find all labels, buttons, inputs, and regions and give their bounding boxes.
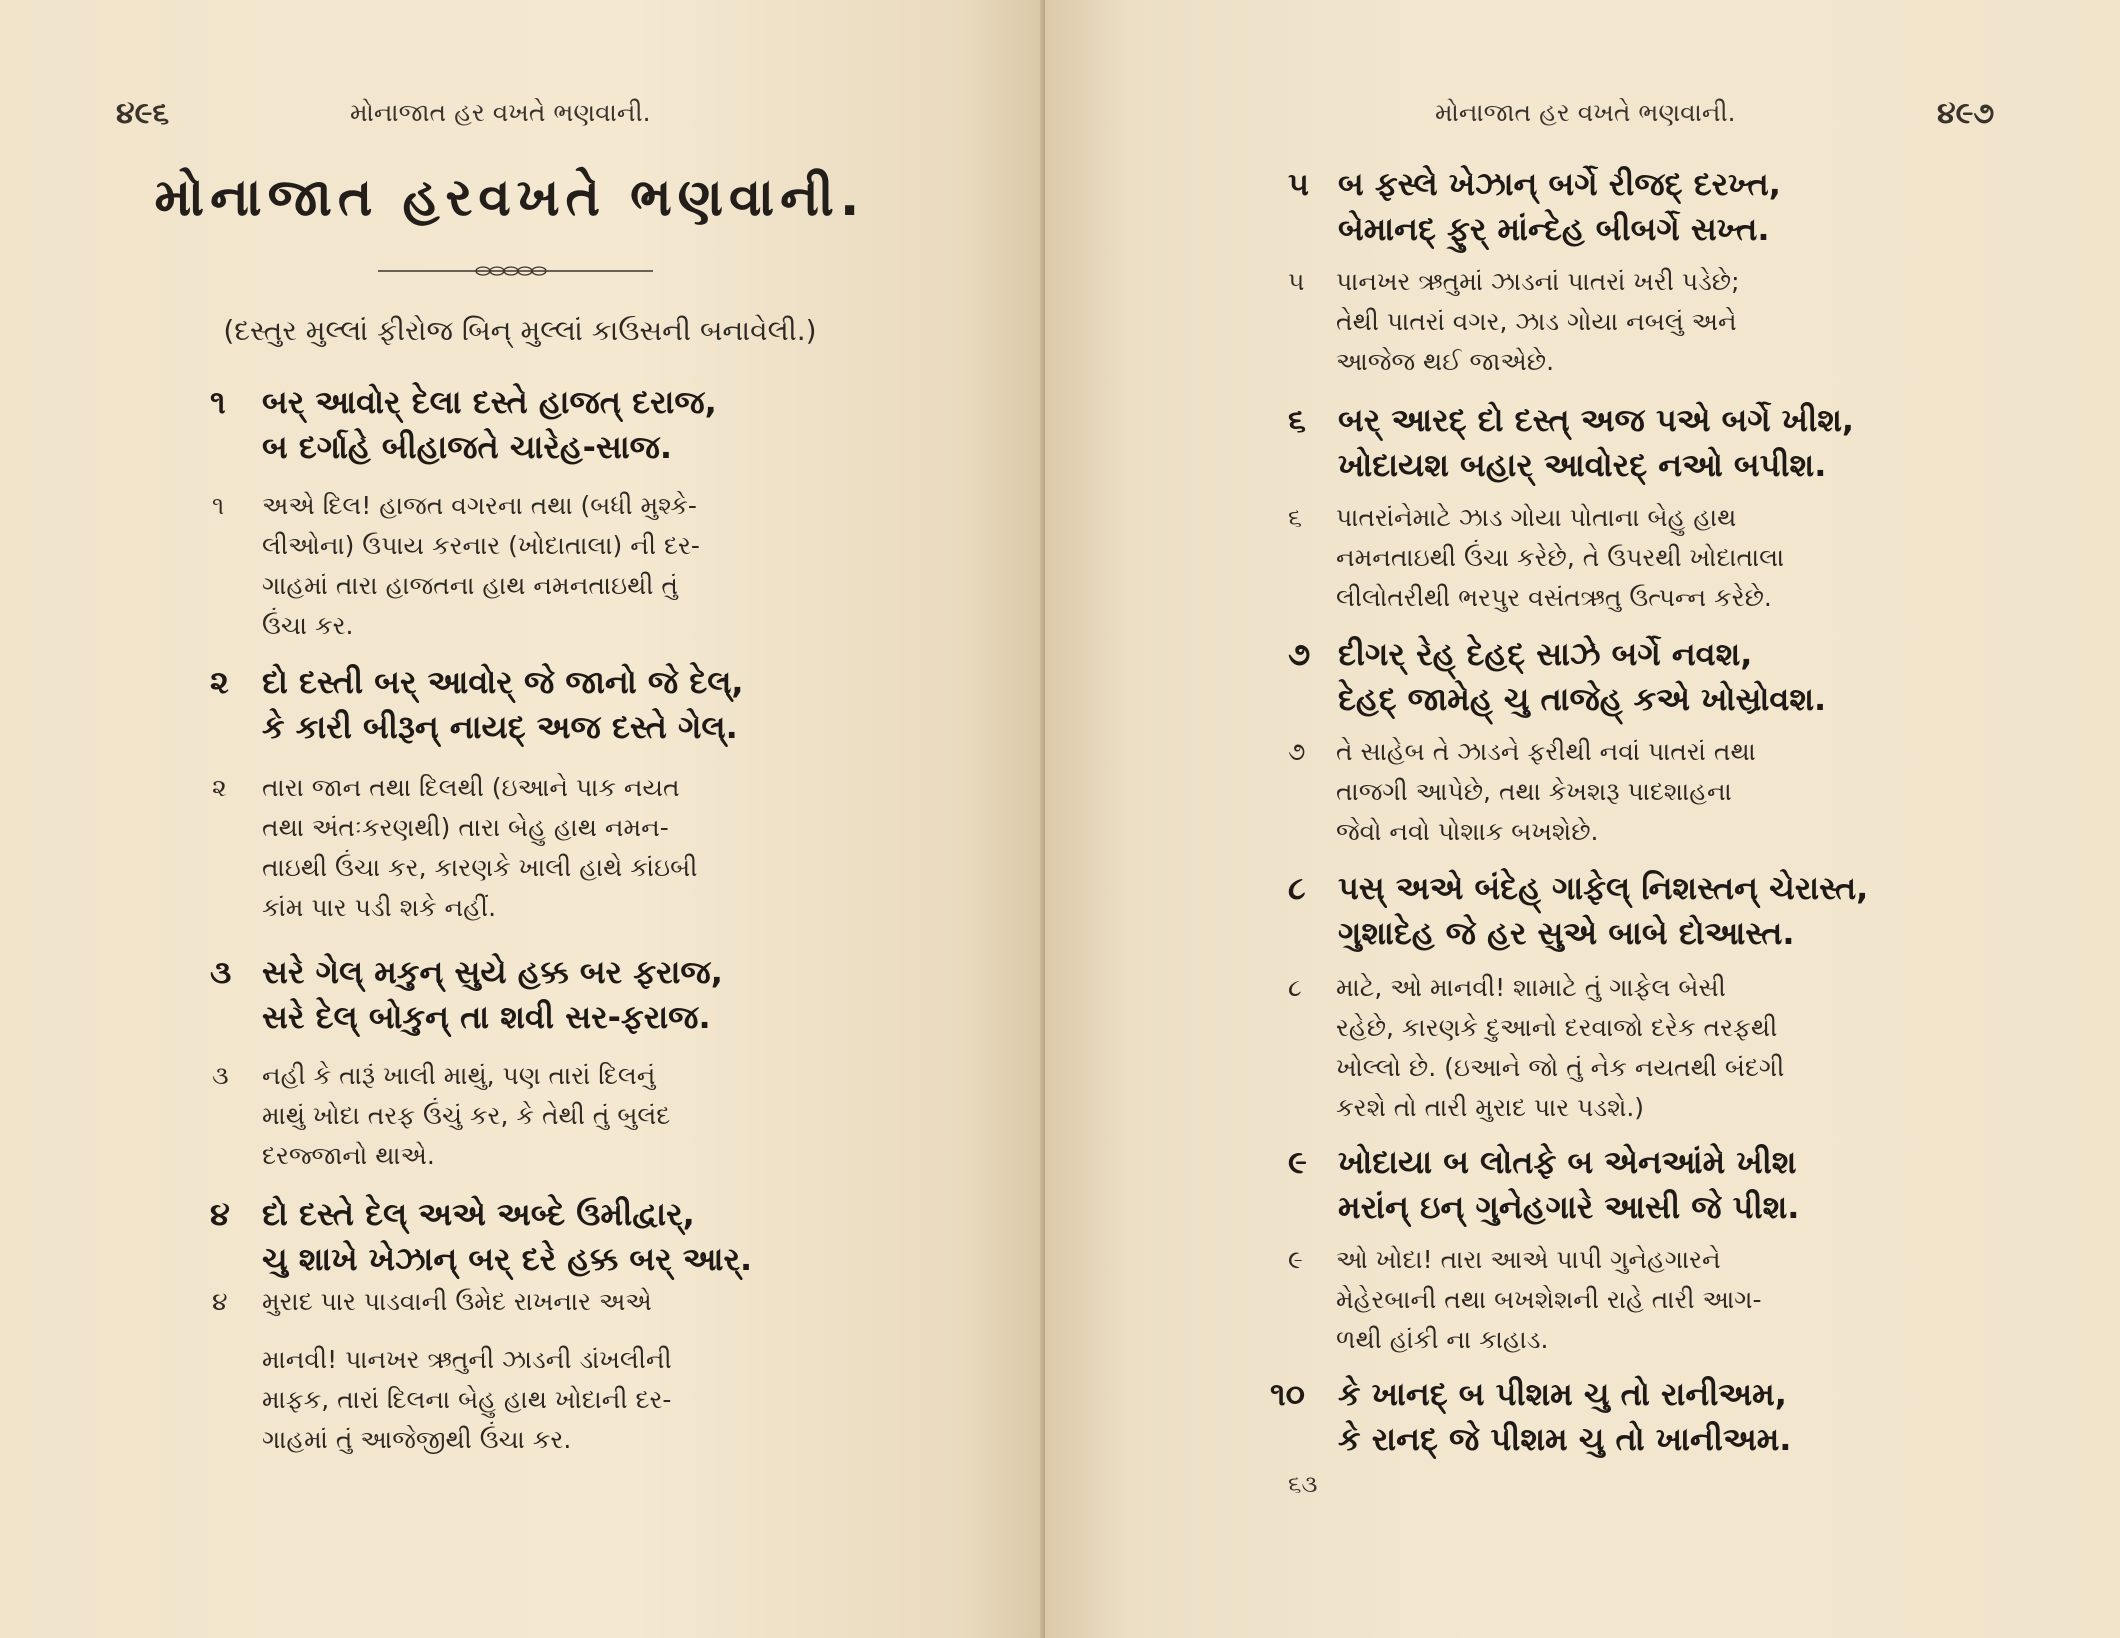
verse-line: બર્ આવોર્ દેલા દસ્તે હાજત્ દરાજ, [262,383,717,421]
title-ornament [378,264,653,278]
left-page-number: ૪૯૬ [116,96,170,131]
right-running-head: મોનાજાત હર વખતે ભણવાની. [1435,98,1736,127]
right-page-number: ૪૯૭ [1937,96,1995,131]
verse-line: બ દર્ગાહે બીહાજતે ચારેહ-સાજ. [262,428,673,466]
signature-mark: ૬૩ [1288,1470,1318,1498]
right-page: મોનાજાત હર વખતે ભણવાની. ૪૯૭ ૫ બ ફસ્લે ખેઝાન્ બર્ગે રીજદ્ દરખ્ત, બેમાનદ્ ફુર્ માંન્દેહ બીબર્ગે સખ્ત. ૫ પાનખર ઋતુમાં ઝાડનાં પાતરાં ખરી પડેછે; તેથી પાતરાં વગર, ઝાડ ગોયા નબલું અને આજેજ થઈ જાએછે. ૬ બર્ આરદ્ દો દસ્ત્ અજ પએ બર્ગે ખીશ, ખોદાયશ બહાર્ આવોરદ્ નઓ બપીશ. ૬ પાતરાંનેમાટે ઝાડ ગોયા પોતાના બેહુ હાથ નમનતાઇથી ઉંચા કરેછે, તે ઉપરથી ખોદાતાલા લીલોતરીથી ભરપુર વસંતઋતુ ઉત્પન્ન કરેછે. ૭ દીગર્ રેહ્ દેહદ્ સાઝે બર્ગે નવશ, દેહદ્ જામેહ્ ચુ તાજેહ્ કએ ખોસ્રોવશ. ૭ તે સાહેબ તે ઝાડને ફરીથી નવાં પાતરાં તથા તાજગી આપેછે, તથા કેખશરૂ પાદશાહના જેવો નવો પોશાક બખશેછે. ૮ પસ્ અએ બંદેહ્ ગાફેલ્ નિશસ્તન્ ચેરાસ્ત, ગુશાદેહ જે હર સુએ બાબે દોઆસ્ત. ૮ માટે, ઓ માનવી! શામાટે તું ગાફેલ બેસી રહેછે, કારણકે દુઆનો દરવાજો દરેક તરફથી ખોલ્લો છે. (ઇઆને જો તું નેક નયતથી બંદગી કરશે તો તારી મુરાદ પાર પડશે.) ૯ ખોદાયા બ લોતફે બ એનઆંમે ખીશ મરાંન્ ઇન્ ગુનેહગારે આસી જે પીશ. ૯ ઓ ખોદા! તારા આએ પાપી ગુનેહગારને મેહેરબાની તથા બખશેશની રાહે તારી આગ- ળથી હાંકી ના કાહાડ. ૧૦ કે ખાનદ્ બ પીશમ ચુ તો રાનીઅમ, કે રાનદ્ જે પીશમ ચુ તો ખાનીઅમ. [1045,0,2120,1638]
page-title: મોનાજાત હરવખતે ભણવાની. [154,168,866,228]
subtitle: (દસ્તુર મુલ્લાં ફીરોજ બિન્ મુલ્લાં કાઉસની બનાવેલી.) [223,314,817,347]
left-page: ૪૯૬ મોનાજાત હર વખતે ભણવાની. મોનાજાત હરવખતે ભણવાની. (દસ્તુર મુલ્લાં ફીરોજ બિન્ મુલ્લાં કાઉસની બનાવેલી.) ૧ બર્ આવોર્ દેલા દસ્તે હાજત્ દરાજ, બ દર્ગાહે બીહાજતે ચારેહ-સાજ. ૧ અએ દિલ! હાજત વગરના તથા (બધી મુશ્કે- લીઓના) ઉપાય કરનાર (ખોદાતાલા) ની દર- ગાહમાં તારા હાજતના હાથ નમનતાઇથી તું ઉંચા કર. ૨ દો દસ્તી બર્ આવોર્ જે જાનો જે દેલ્, કે કારી બીરૂન્ નાયદ્ અજ દસ્તે ગેલ્. ૨ તારા જાન તથા દિલથી (ઇઆને પાક નયત તથા અંતઃકરણથી) તારા બેહુ હાથ નમન- તાઇથી ઉંચા કર, કારણકે ખાલી હાથે કાંઇબી કાંમ પાર પડી શકે નહીં. ૩ સરે ગેલ્ મકુન્ સુયે હક્ક બર ફરાજ, સરે દેલ્ બોકુન્ તા શવી સર-ફરાજ. ૩ નહી કે તારૂં ખાલી માથું, પણ તારાં દિલનું માથું ખોદા તરફ ઉંચું કર, કે તેથી તું બુલંદ દરજ્જાનો થાએ. ૪ દો દસ્તે દેલ્ અએ અબ્દે ઉમીદ્વાર્, ચુ શાખે ખેઝાન્ બર્ દરે હક્ક બર્ આર્. ૪ મુરાદ પાર પાડવાની ઉમેદ રાખનાર અએ માનવી! પાનખર ઋતુની ઝાડની ડાંખલીની માફક, તારાં દિલના બેહુ હાથ ખોદાની દર- ગાહમાં તું આજેજીથી ઉંચા કર. [0,0,1045,1638]
left-running-head: મોનાજાત હર વખતે ભણવાની. [350,98,651,127]
